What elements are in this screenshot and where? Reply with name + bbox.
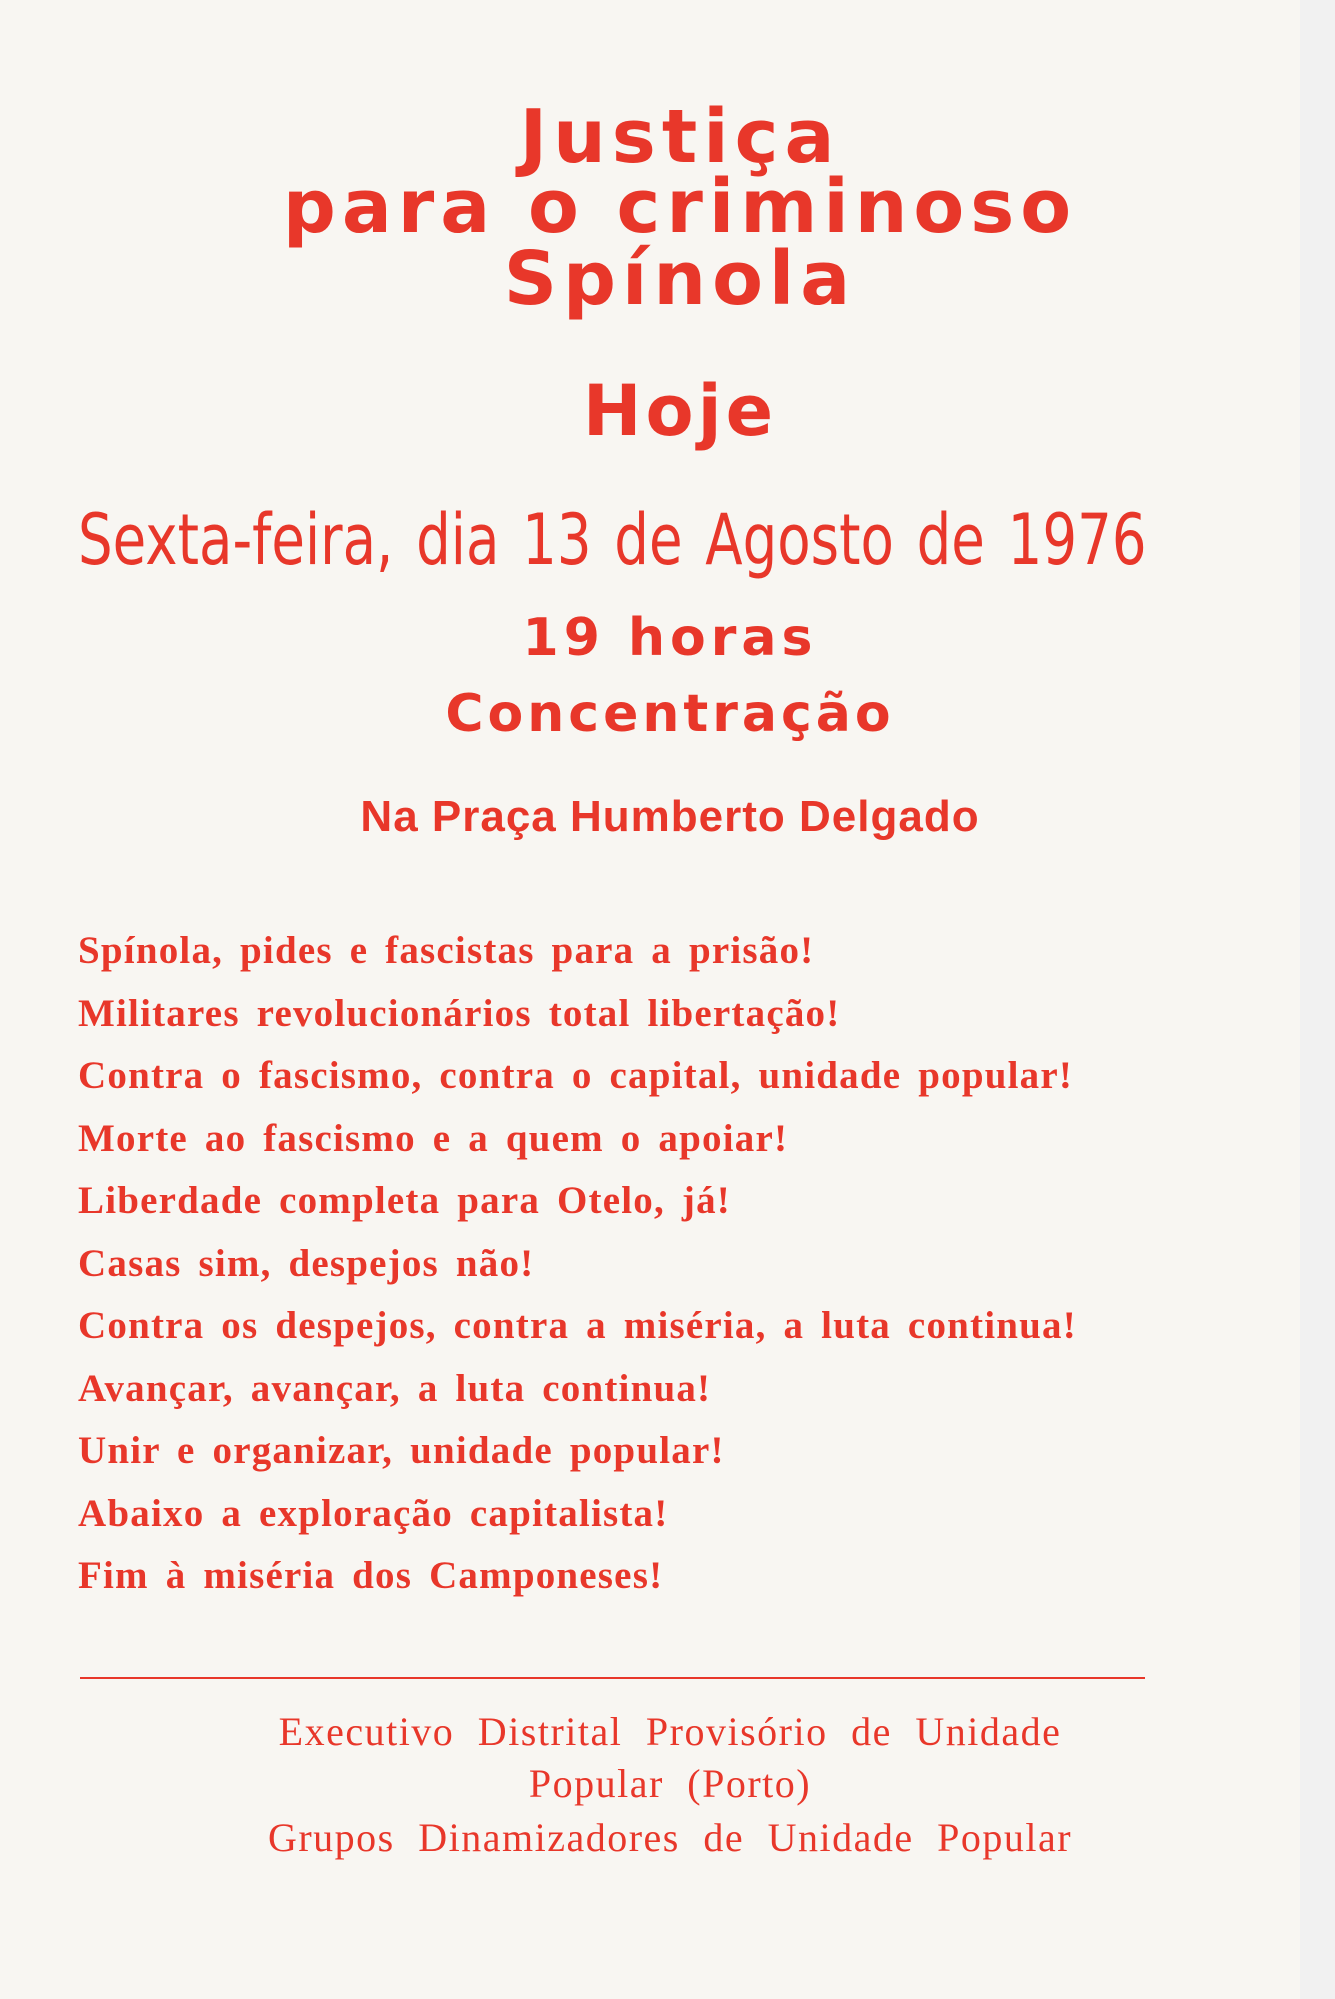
slogan-item: Contra o fascismo, contra o capital, unidade popular! [78,1054,1074,1097]
date-weekday: Sexta-feira, [78,499,394,581]
slogan-item: Abaixo a exploração capitalista! [78,1491,669,1535]
scan-edge [1300,0,1335,1999]
date-day: 13 [522,499,592,581]
footer-line-1: Executivo Distrital Provisório de Unidade [278,1709,1062,1754]
slogan-item: Fim à miséria dos Camponeses! [78,1554,664,1597]
slogan-item: Spínola, pides e fascistas para a prisão! [78,929,815,972]
footer-line-3: Grupos Dinamizadores de Unidade Popular [267,1815,1073,1860]
slogan-list [78,920,1077,1608]
footer-line-2: Popular (Porto) [528,1761,812,1806]
slogan-item: Avançar, avançar, a luta continua! [78,1366,712,1410]
date-year: 1976 [1007,499,1147,581]
date-month: Agosto [705,499,894,581]
date-de-2: de [916,499,985,581]
title-line-3: Spínola [503,236,857,322]
slogan-item: Liberdade completa para Otelo, já! [78,1179,731,1222]
date-dia-word: dia [416,499,500,581]
event-location: Na Praça Humberto Delgado [360,792,980,841]
event-time: 19 horas [522,608,818,668]
event-date [78,499,1147,581]
slogan-item: Militares revolucionários total libertação! [78,991,841,1035]
date-de-1: de [614,499,683,581]
slogan-item: Casas sim, despejos não! [78,1241,535,1285]
slogan-item: Morte ao fascismo e a quem o apoiar! [78,1116,789,1160]
footer-divider [80,1677,1145,1679]
slogan-item: Unir e organizar, unidade popular! [78,1429,725,1472]
title-line-2: para o criminoso [282,164,1078,250]
title-line-1: Justiça [519,94,841,180]
today-heading: Hoje [582,370,778,452]
slogan-item: Contra os despejos, contra a miséria, a luta continua! [78,1304,1077,1347]
event-type: Concentração [445,684,895,744]
